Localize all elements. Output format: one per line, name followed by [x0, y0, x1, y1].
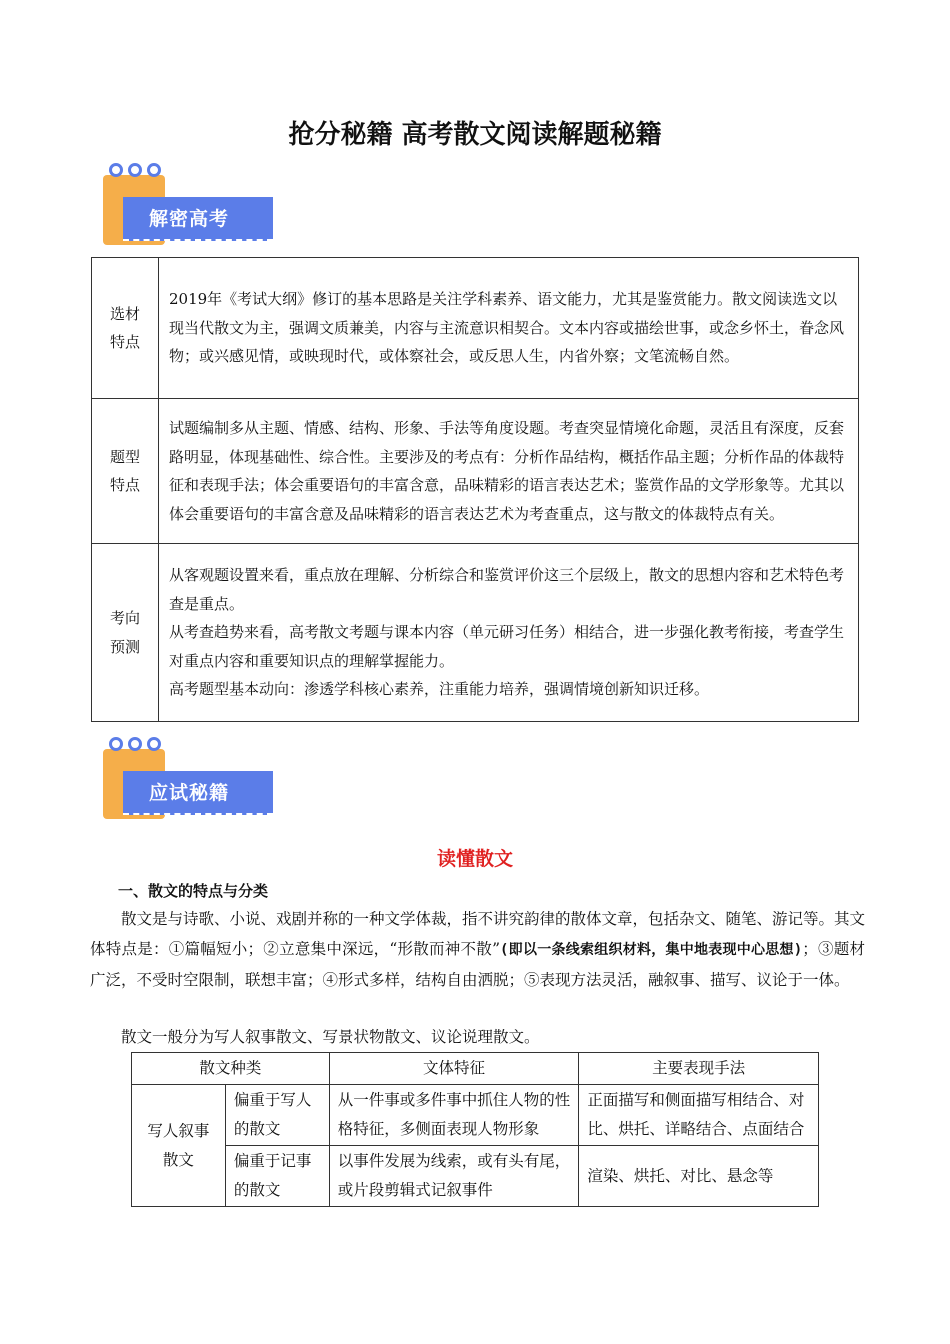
badge-label: 应试秘籍 — [123, 771, 273, 815]
method-cell: 渲染、烘托、对比、悬念等 — [579, 1146, 819, 1207]
paragraph: 散文一般分为写人叙事散文、写景状物散文、议论说理散文。 — [121, 1028, 540, 1046]
paragraph — [90, 904, 865, 995]
table-header-row — [132, 1053, 819, 1085]
header-cell: 文体特征 — [329, 1053, 579, 1085]
row-label: 题型 特点 — [92, 399, 159, 544]
row-label: 选材 特点 — [92, 258, 159, 399]
badge-label: 解密高考 — [123, 197, 273, 241]
row-label: 考向 预测 — [92, 544, 159, 722]
header-cell: 主要表现手法 — [579, 1053, 819, 1085]
method-cell: 正面描写和侧面描写相结合、对比、烘托、详略结合、点面结合 — [579, 1085, 819, 1146]
feature-cell: 以事件发展为线索，或有头有尾，或片段剪辑式记叙事件 — [329, 1146, 579, 1207]
badge-rings-icon — [109, 163, 161, 177]
table-row — [132, 1085, 819, 1146]
row-text: 2019年《考试大纲》修订的基本思路是关注学科素养、语文能力，尤其是鉴赏能力。散文阅读选文以现当代散文为主，强调文质兼美，内容与主流意识相契合。文本内容或描绘世事，或念乡怀土，眷念风物；或兴感见情，或映现时代，或体察社会，或反思人生，内省外察；文笔流畅自然。 — [159, 258, 859, 399]
section-heading: 读懂散文 — [436, 848, 513, 870]
section-badge-decode — [103, 163, 278, 248]
row-text: 试题编制多从主题、情感、结构、形象、手法等角度设题。考查突显情境化命题，灵活且有深度，反套路明显，体现基础性、综合性。主要涉及的考点有：分析作品结构，概括作品主题；分析作品的体裁特征和表现手法；体会重要语句的丰富含意，品味精彩的语言表达艺术；鉴赏作品的文学形象等。尤其以体会重要语句的丰富含意及品味精彩的语言表达艺术为考查重点，这与散文的体裁特点有关。 — [159, 399, 859, 544]
info-table — [91, 257, 859, 722]
table-row — [92, 544, 859, 722]
paragraph-text: 散文是与诗歌、小说、戏剧并称的一种文学体裁，指不讲究韵律的散体文章，包括杂文、随笔、游记等。其文体特点是：①篇幅短小；②立意集中深远，“形散而神不散” — [90, 910, 866, 958]
sub-type-cell: 偏重于写人 的散文 — [225, 1085, 329, 1146]
sub-type-cell: 偏重于记事 的散文 — [225, 1146, 329, 1207]
paragraph-text: ；③题材广泛，不受时空限制，联想丰富；④形式多样，结构自由洒脱；⑤表现方法灵活，融叙事、描写、议论于一体。 — [90, 940, 865, 989]
table-row — [92, 399, 859, 544]
section-badge-exam — [103, 737, 278, 822]
badge-rings-icon — [109, 737, 161, 751]
group-cell: 写人叙事 散文 — [132, 1085, 226, 1207]
subsection-title: 一、散文的特点与分类 — [118, 882, 269, 900]
table-row — [92, 258, 859, 399]
page-title: 抢分秘籍 高考散文阅读解题秘籍 — [288, 120, 662, 150]
row-text: 从客观题设置来看，重点放在理解、分析综合和鉴赏评价这三个层级上，散文的思想内容和艺术特色考查是重点。 从考查趋势来看，高考散文考题与课本内容（单元研习任务）相结合，进一步强化教考衔接，考查学生对重点内容和重要知识点的理解掌握能力。 高考题型基本动向：渗透学科核心素养，注重能力培养，强调情境创新知识迁移。 — [159, 544, 859, 722]
header-cell: 散文种类 — [132, 1053, 330, 1085]
table-row — [132, 1146, 819, 1207]
paragraph-emphasis: (即以一条线索组织材料，集中地表现中心思想) — [500, 942, 803, 958]
essay-types-table — [131, 1052, 819, 1207]
feature-cell: 从一件事或多件事中抓住人物的性格特征，多侧面表现人物形象 — [329, 1085, 579, 1146]
